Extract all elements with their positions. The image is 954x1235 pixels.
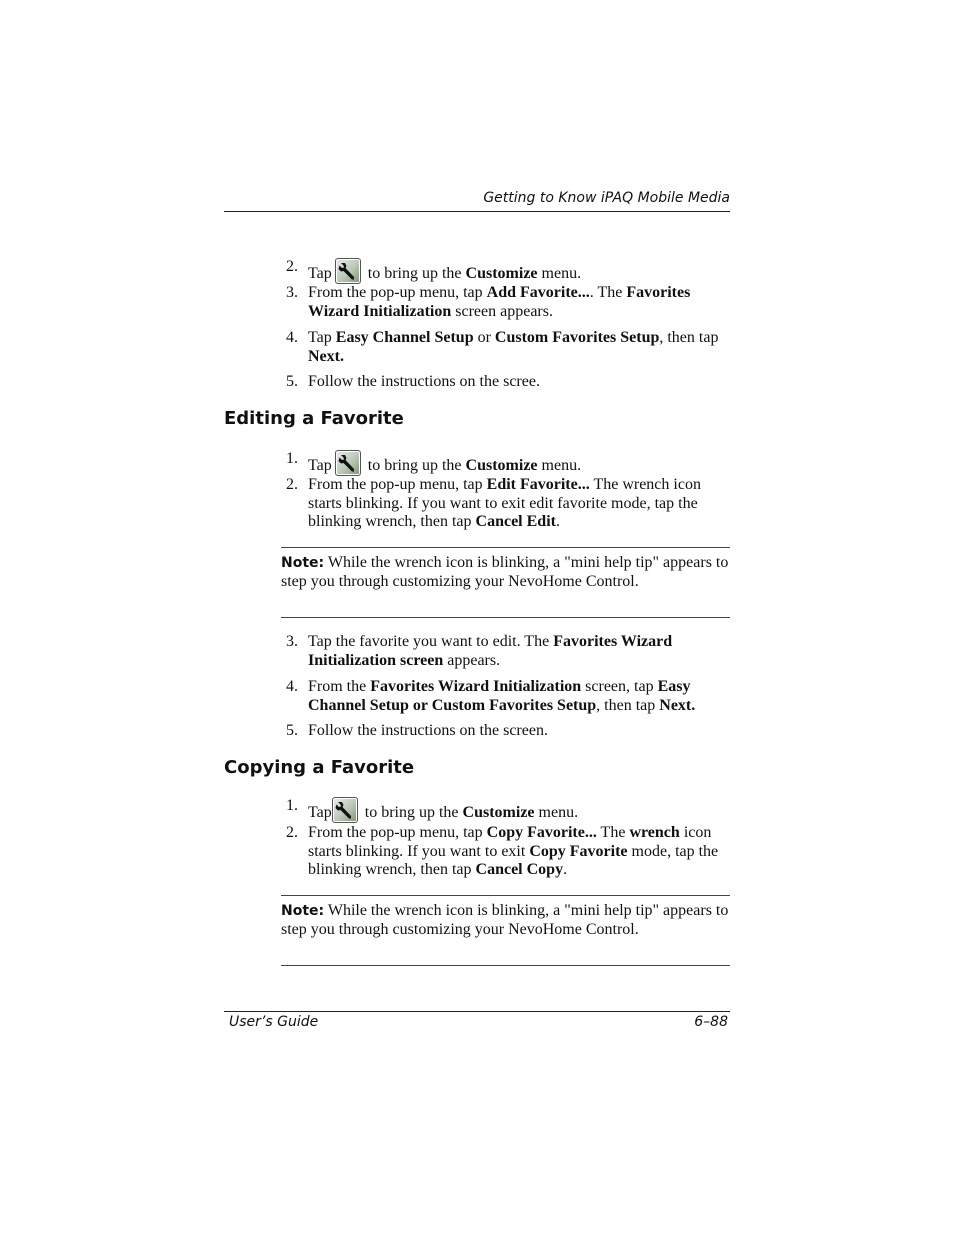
note-label: Note: [281,555,325,571]
section-heading: Editing a Favorite [224,408,404,429]
note-rule-bottom [281,965,730,966]
list-item: 4. Tap Easy Channel Setup or Custom Favorites Setup, then tap Next. [286,329,719,365]
note-text: While the wrench icon is blinking, a "mini help tip" appears to step you through customizing your NevoHome Control. [281,902,729,938]
wrench-icon [332,797,358,823]
note-box [281,902,730,939]
note-label: Note: [281,903,325,919]
note-box [281,554,730,591]
list-item: 5. Follow the instructions on the scree. [286,373,540,390]
list-item: 4. From the Favorites Wizard Initialization screen, tap Easy Channel Setup or Custom Favorites Setup, then tap Next. [286,678,696,714]
list-item: 2. From the pop-up menu, tap Edit Favorite... The wrench icon starts blinking. If you want to exit edit favorite mode, tap the blinking wrench, then tap Cancel Edit. [286,476,701,530]
list-item: 2. Tap to bring up the Customize menu. [286,258,582,282]
list-item: 2. From the pop-up menu, tap Copy Favorite... The wrench icon starts blinking. If you want to exit Copy Favorite mode, tap the blinking wrench, then tap Cancel Copy. [286,824,719,878]
wrench-icon [335,258,361,284]
footer-rule [224,1011,730,1012]
wrench-icon [335,450,361,476]
note-rule-top [281,895,730,896]
list-item: 3. From the pop-up menu, tap Add Favorite.... The Favorites Wizard Initialization screen appears. [286,284,691,320]
page-number: 6–88 [694,1014,728,1030]
note-text: While the wrench icon is blinking, a "mini help tip" appears to step you through customizing your NevoHome Control. [281,554,729,590]
footer-title: User’s Guide [229,1014,319,1030]
running-header: Getting to Know iPAQ Mobile Media [483,190,730,206]
list-item: 1. Tap to bring up the Customize menu. [286,450,582,474]
list-item: 1. Tap to bring up the Customize menu. [286,797,579,821]
section-heading: Copying a Favorite [224,757,415,778]
list-item: 3. Tap the favorite you want to edit. The Favorites Wizard Initialization screen appears. [286,633,673,669]
note-rule-top [281,547,730,548]
header-rule [224,211,730,212]
note-rule-bottom [281,617,730,618]
list-item: 5. Follow the instructions on the screen. [286,722,548,739]
